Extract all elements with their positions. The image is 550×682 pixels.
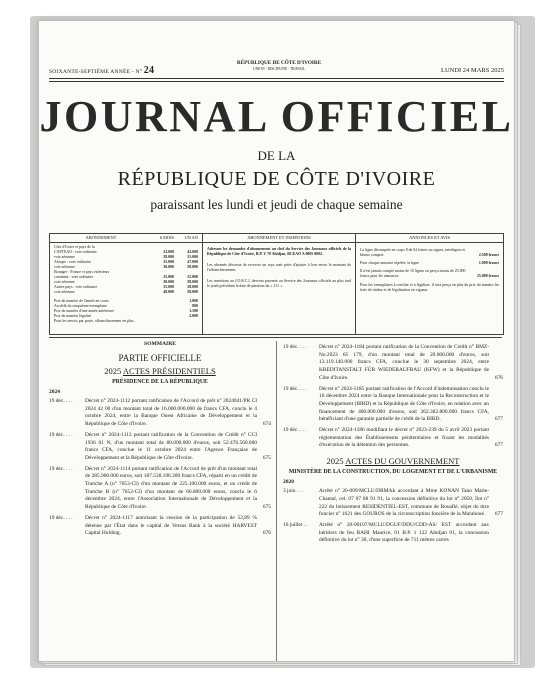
rate-6-months: 25.000 [163,275,174,279]
year-label: 2020 [283,479,294,486]
entry-text: Décret n° 2024-1117 autorisant la cession de la participation de 52,89 % détenue par l'État dans le capital de Versus Bank à la société HARVEST Capital Holding. [85,514,257,537]
issue-date: LUNDI 24 MARS 2025 [440,67,504,74]
subscription-rates [50,243,202,326]
divider [49,81,504,82]
rate-6-months: 35.000 [163,285,174,289]
entry-page: 676 [494,374,503,381]
rate-1-year: 58.000 [187,290,198,294]
republic-title: RÉPUBLIQUE DE CÔTE D'IVOIRE [117,168,436,190]
rate-6-months: 40.000 [163,290,174,294]
entry-text: Décret n° 2024-1113 portant ratification de la Convention de Crédit n° CCI 1936 01 N, d'un montant total de 80.000.000 d'euros, soit 52.476.560.000 francs CFA, conclue le 11 octobre 2024 entre l'Agence Française de Développement et la République de Côte d'Ivoire. [85,431,257,461]
sommaire-entry [49,466,271,512]
sommaire-entry [283,386,503,425]
entry-text: Décret n° 2024-1185 portant ratification de l'Accord d'indemnisation conclu le 16 décembre 2024 entre la Banque Internationale pour la Reconstruction et le Développement (BIRD) et la République de Côte d'Ivoire, en relation avec un financement de 400.000.000 d'euros, soit 262.382.800.000 francs CFA, bénéficiant d'une garantie partielle de crédit de la BIRD. [319,385,489,423]
entry-date: 19 déc. . . . [49,514,73,521]
republic-header [209,60,349,72]
entry-list [283,488,503,545]
sommaire-entry [49,398,271,429]
rate-label: voie aérienne [54,255,75,259]
announcement-label: La ligne décomptée en corps 8 de 62 lettres ou signes, interlignes et blancs compris [360,248,466,257]
rate-label: continent : voie ordinaire [54,275,94,279]
insertions-header: ABONNEMENT ET INSERTIONS [203,234,355,243]
issue-number: 24 [143,65,155,76]
divider [49,78,504,79]
price-label: Prix du numéro d'une année antérieure [54,309,115,313]
price-row [54,319,198,324]
rate-row [54,290,198,295]
price-value: 1.000 [189,299,198,303]
journal-title: JOURNAL OFFICIEL [39,92,514,141]
entry-page: 676 [262,530,271,537]
entry-page: 675 [262,454,271,461]
entry-date: 19 déc. . . . [283,344,307,350]
section-subtitle: PRÉSIDENCE DE LA RÉPUBLIQUE [112,379,208,385]
announcement-note: Pour les exemplaires à certifier et à légaliser, il sera perçu en plus du prix du numéro les frais de timbre et de légalisation en vigueur. [360,283,499,292]
partie-officielle: PARTIE OFFICIELLE [118,353,202,363]
rate-6-months: 22.000 [163,250,174,254]
rate-6-months: 30.000 [163,265,174,269]
section-title: 2025 ACTES DU GOUVERNEMENT [326,456,460,467]
rate-6-months: 25.000 [163,260,174,264]
sommaire-entry [49,432,271,463]
entry-text: Arrêté n° 20-009/MCLU/DRM/kk accordant à Mme KONAN Tano Marie-Chantal, cel. 07 07 88 91 91, la concession définitive du lot n° 2050, îlot n° 222 du lotissement RESIDENTIEL-EST, commune de Bouaflé, objet du titre foncier n° 1621 des GOUROS de la circonscription foncière de la Marahoué. [319,488,489,518]
subscription-header: ABONNEMENT 6 MOIS UN AN [50,234,202,243]
entry-date: 19 déc. . . . [283,427,307,434]
insertions-text: Les insertions au J.O.R.C.I. devront parvenir au Service des Journaux officiels au plus tard le jeudi précédant la date de parution du « J.O. » [207,279,351,288]
rate-label: Côte d'Ivoire et pays de la [54,245,95,249]
rate-6-months: 30.000 [163,280,174,284]
entry-page: 677 [494,442,503,449]
column-divider [276,341,277,661]
entry-text: Décret n° 2024-1114 portant ratification de l'Accord de prêt d'un montant total de 285.900.000 euros, soit 187.538.106.300 francs CFA, réparti en un crédit de Tranche A (n° 7653-CI) d'un montant de 225.100.000 euros, et un crédit de Tranche B (n° 7652-CI) d'un montant de 60.800.000 euros, conclu le 6 décembre 2024, entre l'Association Internationale de Développement et la République de Côte d'Ivoire. [85,465,257,511]
entry-text: Décret n° 2024-1186 modifiant le décret n° 2023-239 du 5 avril 2023 portant réglementation des Établissements pénitentiaires et fixant les modalités d'exécution de la détention des personnes. [319,427,489,449]
entry-text: Décret n° 2024-1184 portant ratification de la Convention de Crédit n° BMZ-No.2023 65 179, d'un montant total de 20.000.000 d'euros, soit 13.119.140.000 francs CFA, conclue le 30 septembre 2024, entre KREDITANSTALT FÜR WIEDERAUFBAU (KFW) et la République de Côte d'Ivoire. [319,344,489,381]
announcement-price: 1.000 francs [478,261,499,265]
republic-motto: UNION - DISCIPLINE - TRAVAIL [253,67,305,71]
price-value [174,319,198,324]
announcement-price: 25.000 francs [476,274,499,278]
entry-date: 19 déc. . . . [49,398,73,404]
entry-date: 16 juillet . . [283,521,308,528]
rate-1-year: 58.000 [187,285,198,289]
sommaire-entry [283,344,503,383]
sommaire-entry [283,522,503,545]
announcements-column [356,234,503,334]
announcement-row [360,248,499,258]
rate-1-year: 58.000 [187,265,198,269]
journal-page [38,20,515,662]
price-value: 800 [192,304,198,308]
de-la: DE LA [257,148,296,163]
issue-line [49,65,154,76]
price-value: 1.500 [189,309,198,313]
announcement-row [360,269,499,279]
section-title: 2025 ACTES PRÉSIDENTIELS [104,366,216,376]
publication-frequency: paraissant les lundi et jeudi de chaque semaine [150,197,403,212]
rate-label: Autres pays : voie ordinaire [54,285,98,289]
subscription-box [49,233,504,335]
rate-1-year: 55.000 [187,255,198,259]
sommaire-entry [49,515,271,538]
insertions-text: Adresser les demandes d'abonnement au chef du Service des Journaux officiels de la République de Côte d'Ivoire, B.P. V 70 Abidjan, BCEAO A 0005 0002. [207,247,351,256]
entry-page: 677 [494,511,503,518]
entry-page: 677 [494,416,503,423]
entry-date: 19 déc. . . . [49,465,73,472]
price-label: Pour les envois par poste, affranchissement en plus. [54,319,135,323]
rate-label: voie aérienne [54,290,75,294]
announcement-label: Il n'est jamais compté moins de 10 lignes ou perçu moins de 25.000 francs pour les annonces. [360,269,466,278]
rate-1-year: 42.000 [187,250,198,254]
sommaire-entry [283,488,503,519]
price-label: Au-delà du cinquième exemplaire [54,304,107,308]
right-column [283,341,503,545]
insertions-column [203,234,356,334]
entry-page: 675 [262,504,271,511]
insertions-text: Les abonnés désireux de recevoir un reçu sont priés d'ajouter à leur envoi le montant de l'affranchissement. [207,263,351,272]
entry-date: 19 déc. . . . [283,385,307,392]
rate-1-year: 55.000 [187,275,198,279]
rate-1-year: 58.000 [187,280,198,284]
year-label: 2024 [49,389,60,395]
rate-label: voie aérienne [54,265,75,269]
rate-label: Afrique : voie ordinaire [54,260,91,264]
announcement-rates [356,243,503,281]
rate-label: Étranger : France et pays extérieurs [54,270,110,274]
entry-list [49,398,271,538]
sommaire-label: SOMMAIRE [143,341,176,347]
left-column [49,341,271,538]
entry-list [283,344,503,450]
section-subtitle: MINISTÈRE DE LA CONSTRUCTION, DU LOGEMENT ET DE L'URBANISME [288,469,498,476]
entry-page: 674 [262,421,271,428]
entry-text: Décret n° 2024-1112 portant ratification de l'Accord de prêt n° 2024041/PR CI 2024 42 00 d'un montant total de 16.000.000.000 de francs CFA, conclu le 4 octobre 2024, entre la Banque Ouest Africaine de Développement et la République de Côte d'Ivoire. [85,398,257,428]
price-label: Prix du numéro de l'année en cours [54,299,109,303]
rate-label: voie aérienne [54,280,75,284]
announcement-label: Pour chaque annonce répétée, la ligne [360,261,419,265]
sommaire-entry [283,427,503,450]
announcement-price: 2.500 francs [478,253,499,257]
rate-6-months: 28.000 [163,255,174,259]
rate-1-year: 47.000 [187,260,198,264]
divider [49,337,502,338]
republic-name: RÉPUBLIQUE DE CÔTE D'IVOIRE [236,60,322,66]
price-value: 2.000 [189,314,198,318]
price-label: Prix du numéro légalisé [54,314,92,318]
issue-label: SOIXANTE-SEPTIÈME ANNÉE - N° [49,69,143,75]
entry-date: 3 juin . . . [283,488,304,495]
entry-text: Arrêté n° 20-00107/MCLU/DGUF/DDU/CDD-AS/ EST accordant aux héritiers de feu BAHI Maurice, 01 B.P. 1 122 Abidjan 01, la concession définitive du lot n° 30, d'une superficie de 711 mètres carrés [319,521,489,544]
subscription-column [50,234,203,334]
announcement-row [360,261,499,266]
announcements-header: ANNONCES ET AVIS [356,234,503,243]
entry-date: 19 déc. . . . [49,431,73,438]
rate-label: CAPTEAO : voie ordinaire [54,250,97,254]
